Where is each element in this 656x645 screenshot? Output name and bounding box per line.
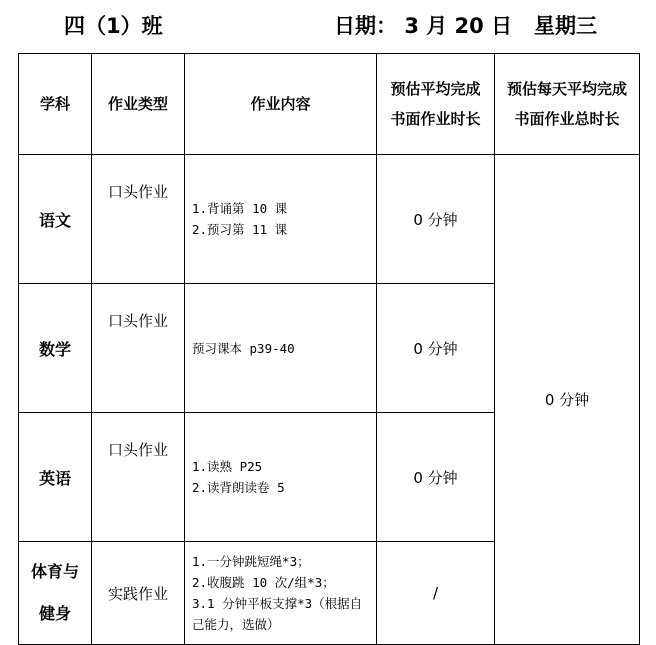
time-cell: 0 分钟 bbox=[377, 413, 495, 542]
subject-line: 健身 bbox=[38, 604, 71, 623]
time-cell: / bbox=[377, 542, 495, 645]
content-line: 2.预习第 11 课 bbox=[192, 222, 288, 237]
content-cell bbox=[185, 542, 377, 645]
content-line: 预习课本 p39-40 bbox=[192, 340, 295, 356]
type-cell: 口头作业 bbox=[92, 284, 185, 413]
subject-line: 体育与 bbox=[30, 562, 79, 581]
date-label: 日期： bbox=[334, 14, 397, 38]
content-line: 己能力，选做） bbox=[192, 617, 280, 632]
subject-cell bbox=[19, 542, 92, 645]
type-cell: 实践作业 bbox=[92, 542, 185, 645]
type-cell: 口头作业 bbox=[92, 413, 185, 542]
weekday: 星期三 bbox=[534, 14, 598, 38]
subject-cell: 英语 bbox=[19, 413, 92, 542]
col-header-type: 作业类型 bbox=[92, 54, 185, 155]
time-cell: 0 分钟 bbox=[377, 284, 495, 413]
daily-total-cell: 0 分钟 bbox=[495, 155, 640, 645]
content-line: 2.读背朗读卷 5 bbox=[192, 480, 285, 495]
col-header-subject: 学科 bbox=[19, 54, 92, 155]
time-cell: 0 分钟 bbox=[377, 155, 495, 284]
content-line: 1.读熟 P25 bbox=[192, 459, 263, 474]
content-cell bbox=[185, 155, 377, 284]
content-line: 1.背诵第 10 课 bbox=[192, 201, 288, 216]
col-header-avg-time-line2: 书面作业时长 bbox=[390, 110, 481, 128]
content-line: 3.1 分钟平板支撑*3（根据自 bbox=[192, 596, 363, 611]
date-line bbox=[334, 10, 597, 40]
table-row bbox=[19, 155, 640, 284]
col-header-avg-time bbox=[377, 54, 495, 155]
date-value: 3 月 20 日 bbox=[404, 14, 513, 38]
col-header-daily-total-line2: 书面作业总时长 bbox=[514, 110, 620, 128]
class-title: 四（1）班 bbox=[64, 14, 163, 38]
subject-cell: 语文 bbox=[19, 155, 92, 284]
subject-cell: 数学 bbox=[19, 284, 92, 413]
content-line: 2.收腹跳 10 次/组*3； bbox=[192, 575, 335, 590]
col-header-avg-time-line1: 预估平均完成 bbox=[390, 80, 481, 98]
page-header bbox=[0, 6, 656, 42]
col-header-content: 作业内容 bbox=[185, 54, 377, 155]
content-cell bbox=[185, 284, 377, 413]
content-cell bbox=[185, 413, 377, 542]
content-line: 1.一分钟跳短绳*3； bbox=[192, 554, 310, 569]
homework-table bbox=[18, 53, 640, 645]
type-cell: 口头作业 bbox=[92, 155, 185, 284]
header-row bbox=[19, 54, 640, 155]
col-header-daily-total bbox=[495, 54, 640, 155]
col-header-daily-total-line1: 预估每天平均完成 bbox=[506, 80, 627, 98]
